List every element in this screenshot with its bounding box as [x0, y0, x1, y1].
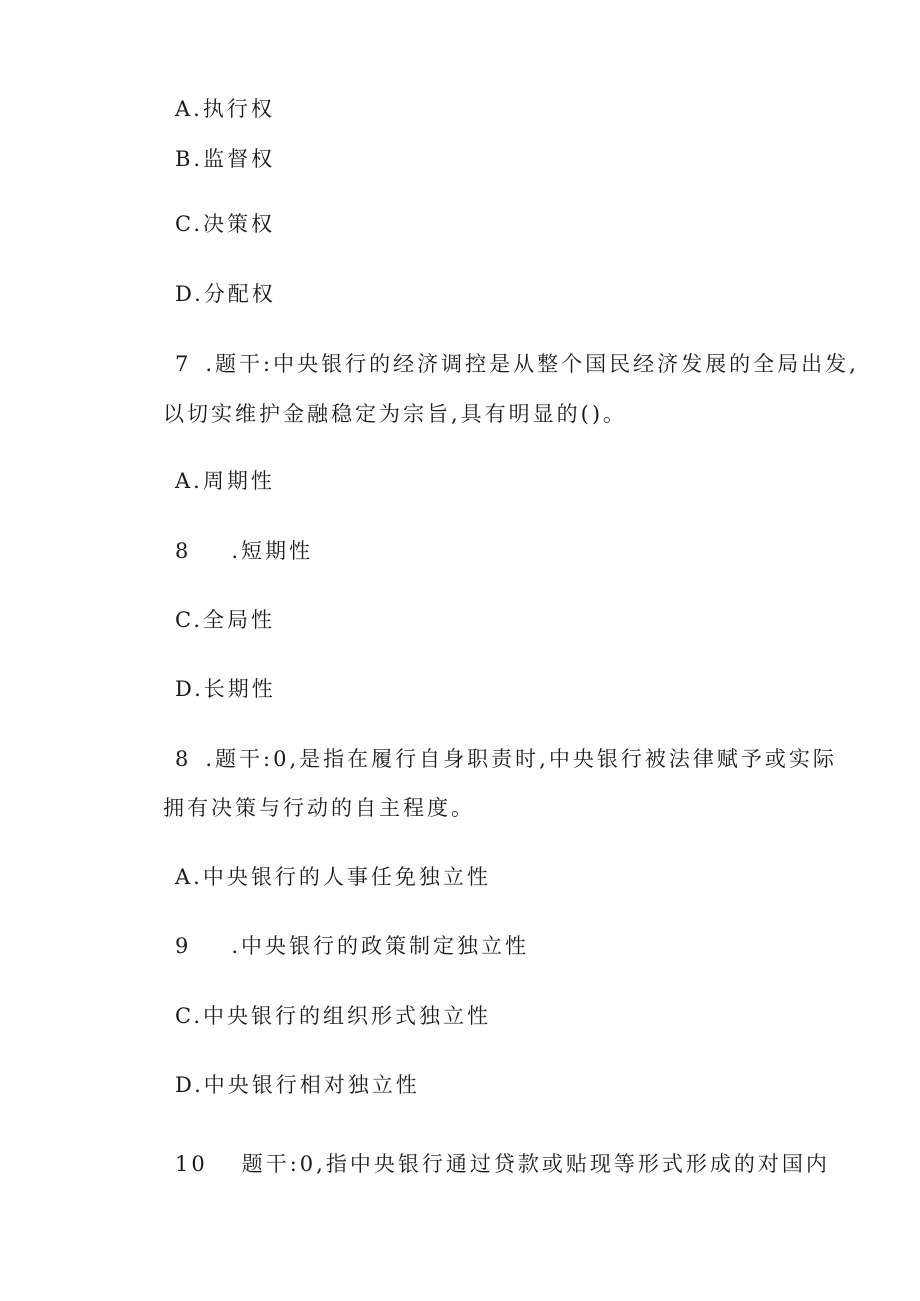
q6-option-c: C.决策权 [175, 212, 275, 236]
q7-option-b-number: 8 [175, 539, 192, 563]
q8-option-b [175, 934, 529, 958]
q8-option-d: D.中央银行相对独立性 [175, 1073, 420, 1097]
q7-stem-line1 [175, 352, 859, 376]
q8-option-b-text: .中央银行的政策制定独立性 [231, 934, 530, 958]
q10-stem-text: 题干:0,指中央银行通过贷款或贴现等形式形成的对国内 [241, 1152, 830, 1176]
q8-option-b-number: 9 [175, 934, 192, 958]
q7-number: 7 [175, 352, 192, 376]
q7-option-c: C.全局性 [175, 608, 275, 632]
q8-number: 8 [175, 747, 192, 771]
q7-stem-text: .题干:中央银行的经济调控是从整个国民经济发展的全局出发, [205, 352, 859, 376]
q8-stem-text: .题干:0,是指在履行自身职责时,中央银行被法律赋予或实际 [205, 747, 837, 771]
q6-option-a: A.执行权 [175, 97, 275, 121]
q8-stem-line2: 拥有决策与行动的自主程度。 [163, 796, 475, 820]
q8-option-c: C.中央银行的组织形式独立性 [175, 1004, 491, 1028]
q6-option-d: D.分配权 [175, 282, 276, 306]
q10-stem-line1 [175, 1152, 830, 1176]
q7-option-a: A.周期性 [175, 469, 275, 493]
q8-stem-line1 [175, 747, 837, 771]
q7-option-d: D.长期性 [175, 677, 276, 701]
q8-option-a: A.中央银行的人事任免独立性 [175, 865, 491, 889]
q6-option-b: B.监督权 [175, 147, 276, 171]
q7-option-b-text: .短期性 [231, 539, 314, 563]
q7-option-b [175, 539, 313, 563]
q10-number: 10 [175, 1152, 208, 1176]
q7-stem-line2: 以切实维护金融稳定为宗旨,具有明显的()。 [163, 402, 628, 426]
